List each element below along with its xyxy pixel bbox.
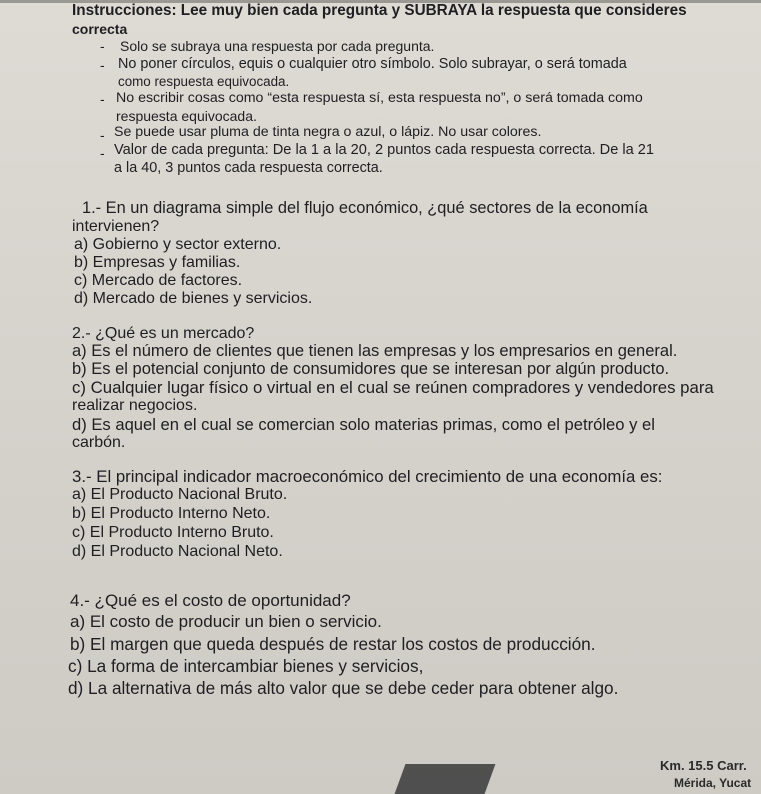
instruction-4: Se puede usar pluma de tinta negra o azul, o lápiz. No usar colores. bbox=[114, 124, 542, 140]
instructions-title: Instrucciones: Lee muy bien cada pregunta y SUBRAYA la respuesta que consideres bbox=[72, 2, 687, 19]
instruction-1: Solo se subraya una respuesta por cada pregunta. bbox=[120, 38, 435, 54]
footer-address-line1: Km. 15.5 Carr. bbox=[660, 758, 747, 773]
bullet-mark: - bbox=[100, 145, 105, 161]
question-4-option-b[interactable]: b) El margen que queda después de restar los costos de producción. bbox=[70, 634, 596, 654]
bullet-mark: - bbox=[100, 91, 105, 107]
question-1-option-c[interactable]: c) Mercado de factores. bbox=[74, 272, 243, 289]
instructions-title-cont: correcta bbox=[72, 21, 128, 37]
question-3-option-d[interactable]: d) El Producto Nacional Neto. bbox=[72, 543, 283, 560]
question-1-option-a[interactable]: a) Gobierno y sector externo. bbox=[74, 236, 282, 253]
question-2-option-a[interactable]: a) Es el número de clientes que tienen las empresas y los empresarios en general. bbox=[72, 342, 678, 360]
question-3-option-c[interactable]: c) El Producto Interno Bruto. bbox=[72, 524, 274, 541]
question-2-option-b[interactable]: b) Es el potencial conjunto de consumidores que se interesan por algún producto. bbox=[72, 360, 670, 378]
question-4-option-a[interactable]: a) El costo de producir un bien o servicio. bbox=[70, 612, 382, 631]
question-1-stem-cont: intervienen? bbox=[72, 218, 160, 235]
question-4-option-c[interactable]: c) La forma de intercambiar bienes y servicios, bbox=[68, 656, 424, 676]
shadow-blob bbox=[395, 764, 496, 794]
question-2-option-d[interactable]: d) Es aquel en el cual se comercian solo materias primas, como el petróleo y el bbox=[72, 415, 655, 434]
bullet-mark: - bbox=[100, 127, 105, 143]
bullet-mark: - bbox=[100, 38, 105, 54]
question-2-option-c[interactable]: c) Cualquier lugar físico o virtual en el cual se reúnen compradores y vendedores para bbox=[72, 378, 714, 397]
instruction-2-cont: como respuesta equivocada. bbox=[118, 74, 290, 89]
bullet-mark: - bbox=[100, 57, 105, 73]
question-2-option-d-cont: carbón. bbox=[72, 434, 126, 451]
question-4-stem: 4.- ¿Qué es el costo de oportunidad? bbox=[70, 591, 351, 610]
instruction-2: No poner círculos, equis o cualquier otro símbolo. Solo subrayar, o será tomada bbox=[118, 56, 627, 72]
question-3-option-b[interactable]: b) El Producto Interno Neto. bbox=[72, 505, 271, 522]
instruction-3-cont: respuesta equivocada. bbox=[116, 108, 257, 124]
question-1-option-b[interactable]: b) Empresas y familias. bbox=[74, 254, 241, 271]
footer-address-line2: Mérida, Yucat bbox=[674, 776, 752, 790]
question-2-stem: 2.- ¿Qué es un mercado? bbox=[72, 325, 255, 342]
question-1-option-d[interactable]: d) Mercado de bienes y servicios. bbox=[74, 290, 313, 307]
instruction-3: No escribir cosas como “esta respuesta sí, esta respuesta no”, o será tomada como bbox=[116, 90, 643, 106]
instruction-5-cont: a la 40, 3 puntos cada respuesta correcta. bbox=[114, 160, 383, 176]
question-3-stem: 3.- El principal indicador macroeconómico del crecimiento de una economía es: bbox=[72, 467, 663, 486]
question-3-option-a[interactable]: a) El Producto Nacional Bruto. bbox=[72, 486, 288, 503]
question-2-option-c-cont: realizar negocios. bbox=[72, 397, 198, 414]
question-1-stem: 1.- En un diagrama simple del flujo económico, ¿qué sectores de la economía bbox=[82, 199, 648, 217]
instruction-5: Valor de cada pregunta: De la 1 a la 20, 2 puntos cada respuesta correcta. De la 21 bbox=[114, 142, 655, 158]
question-4-option-d[interactable]: d) La alternativa de más alto valor que se debe ceder para obtener algo. bbox=[68, 678, 619, 698]
